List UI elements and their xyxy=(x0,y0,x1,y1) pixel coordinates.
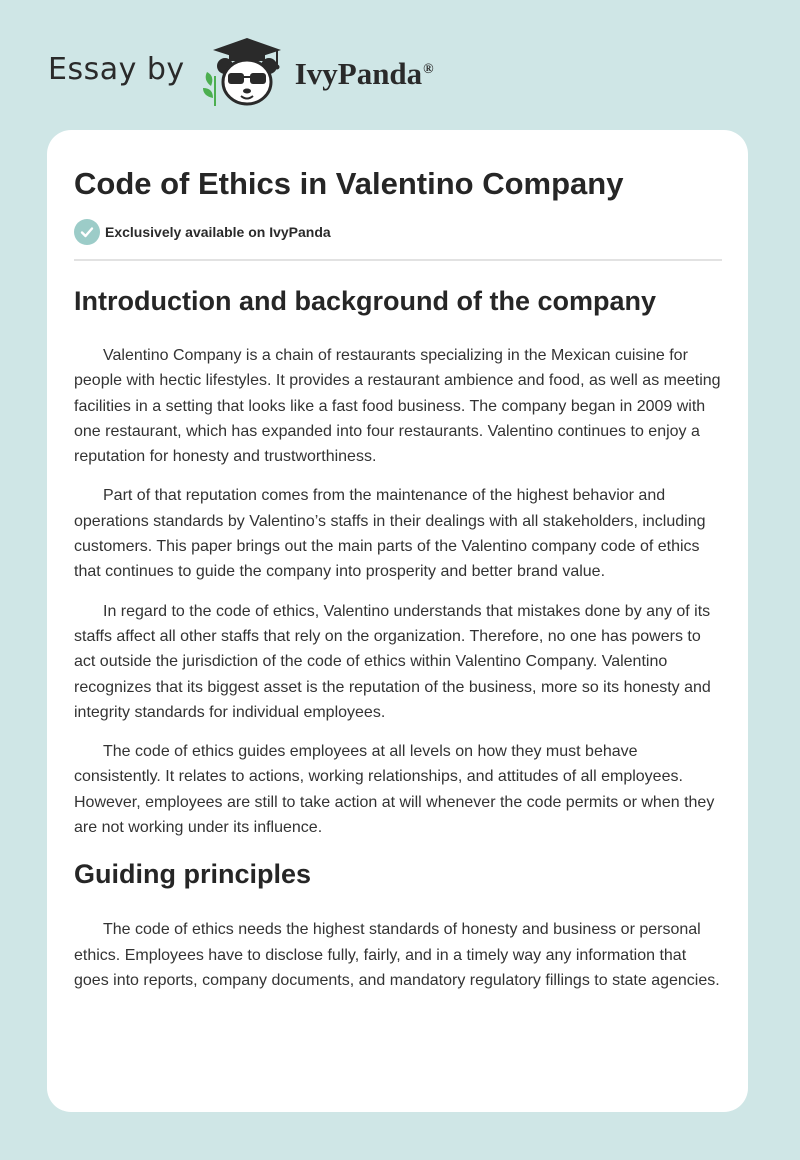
divider xyxy=(74,259,722,261)
registered-mark: ® xyxy=(423,61,434,77)
section-introduction xyxy=(74,284,722,840)
section-heading: Introduction and background of the company xyxy=(74,286,657,316)
page-title: Code of Ethics in Valentino Company xyxy=(74,166,624,201)
article-card xyxy=(47,130,748,1112)
paragraph: The code of ethics guides employees at all levels on how they must behave consistently. It relates to actions, working relationships, and attitudes of all employees. However, employees are still to take action at will whenever the code permits or when they are not working under its influence. xyxy=(74,743,715,837)
paragraph: The code of ethics needs the highest standards of honesty and business or personal ethics. Employees have to disclose fully, fairly, and in a timely way any information that goes into reports, company documents, and mandatory regulatory fillings to state agencies. xyxy=(74,921,720,989)
paragraph: In regard to the code of ethics, Valentino understands that mistakes done by any of its staffs affect all other staffs that rely on the organization. Therefore, no one has powers to act outside the jurisdiction of the code of ethics within Valentino Company. Valentino recognizes that its biggest asset is the reputation of the business, more so its honesty and integrity standards for individual employees. xyxy=(74,602,711,721)
exclusive-badge xyxy=(74,219,722,245)
check-icon xyxy=(74,219,100,245)
paragraph: Valentino Company is a chain of restaurants specializing in the Mexican cuisine for people with hectic lifestyles. It provides a restaurant ambience and food, as well as meeting facilities in a setting that looks like a fast food business. The company began in 2009 with one restaurant, which has expanded into four restaurants. Valentino continues to enjoy a reputation for honesty and trustworthiness. xyxy=(74,347,721,466)
section-heading: Guiding principles xyxy=(74,859,312,890)
brand-name[interactable]: IvyPanda® xyxy=(294,56,434,91)
brand-prefix: Essay by xyxy=(48,51,185,87)
section-guiding-principles xyxy=(74,857,722,993)
site-header xyxy=(48,36,434,108)
panda-logo-icon[interactable] xyxy=(201,36,293,108)
paragraph: Part of that reputation comes from the maintenance of the highest behavior and operations standards by Valentino’s staffs in their dealings with all stakeholders, including customers. This paper brings out the main parts of the Valentino company code of ethics that continues to guide the company into prosperity and better brand value. xyxy=(74,487,706,581)
exclusive-badge-label: Exclusively available on IvyPanda xyxy=(105,224,331,240)
